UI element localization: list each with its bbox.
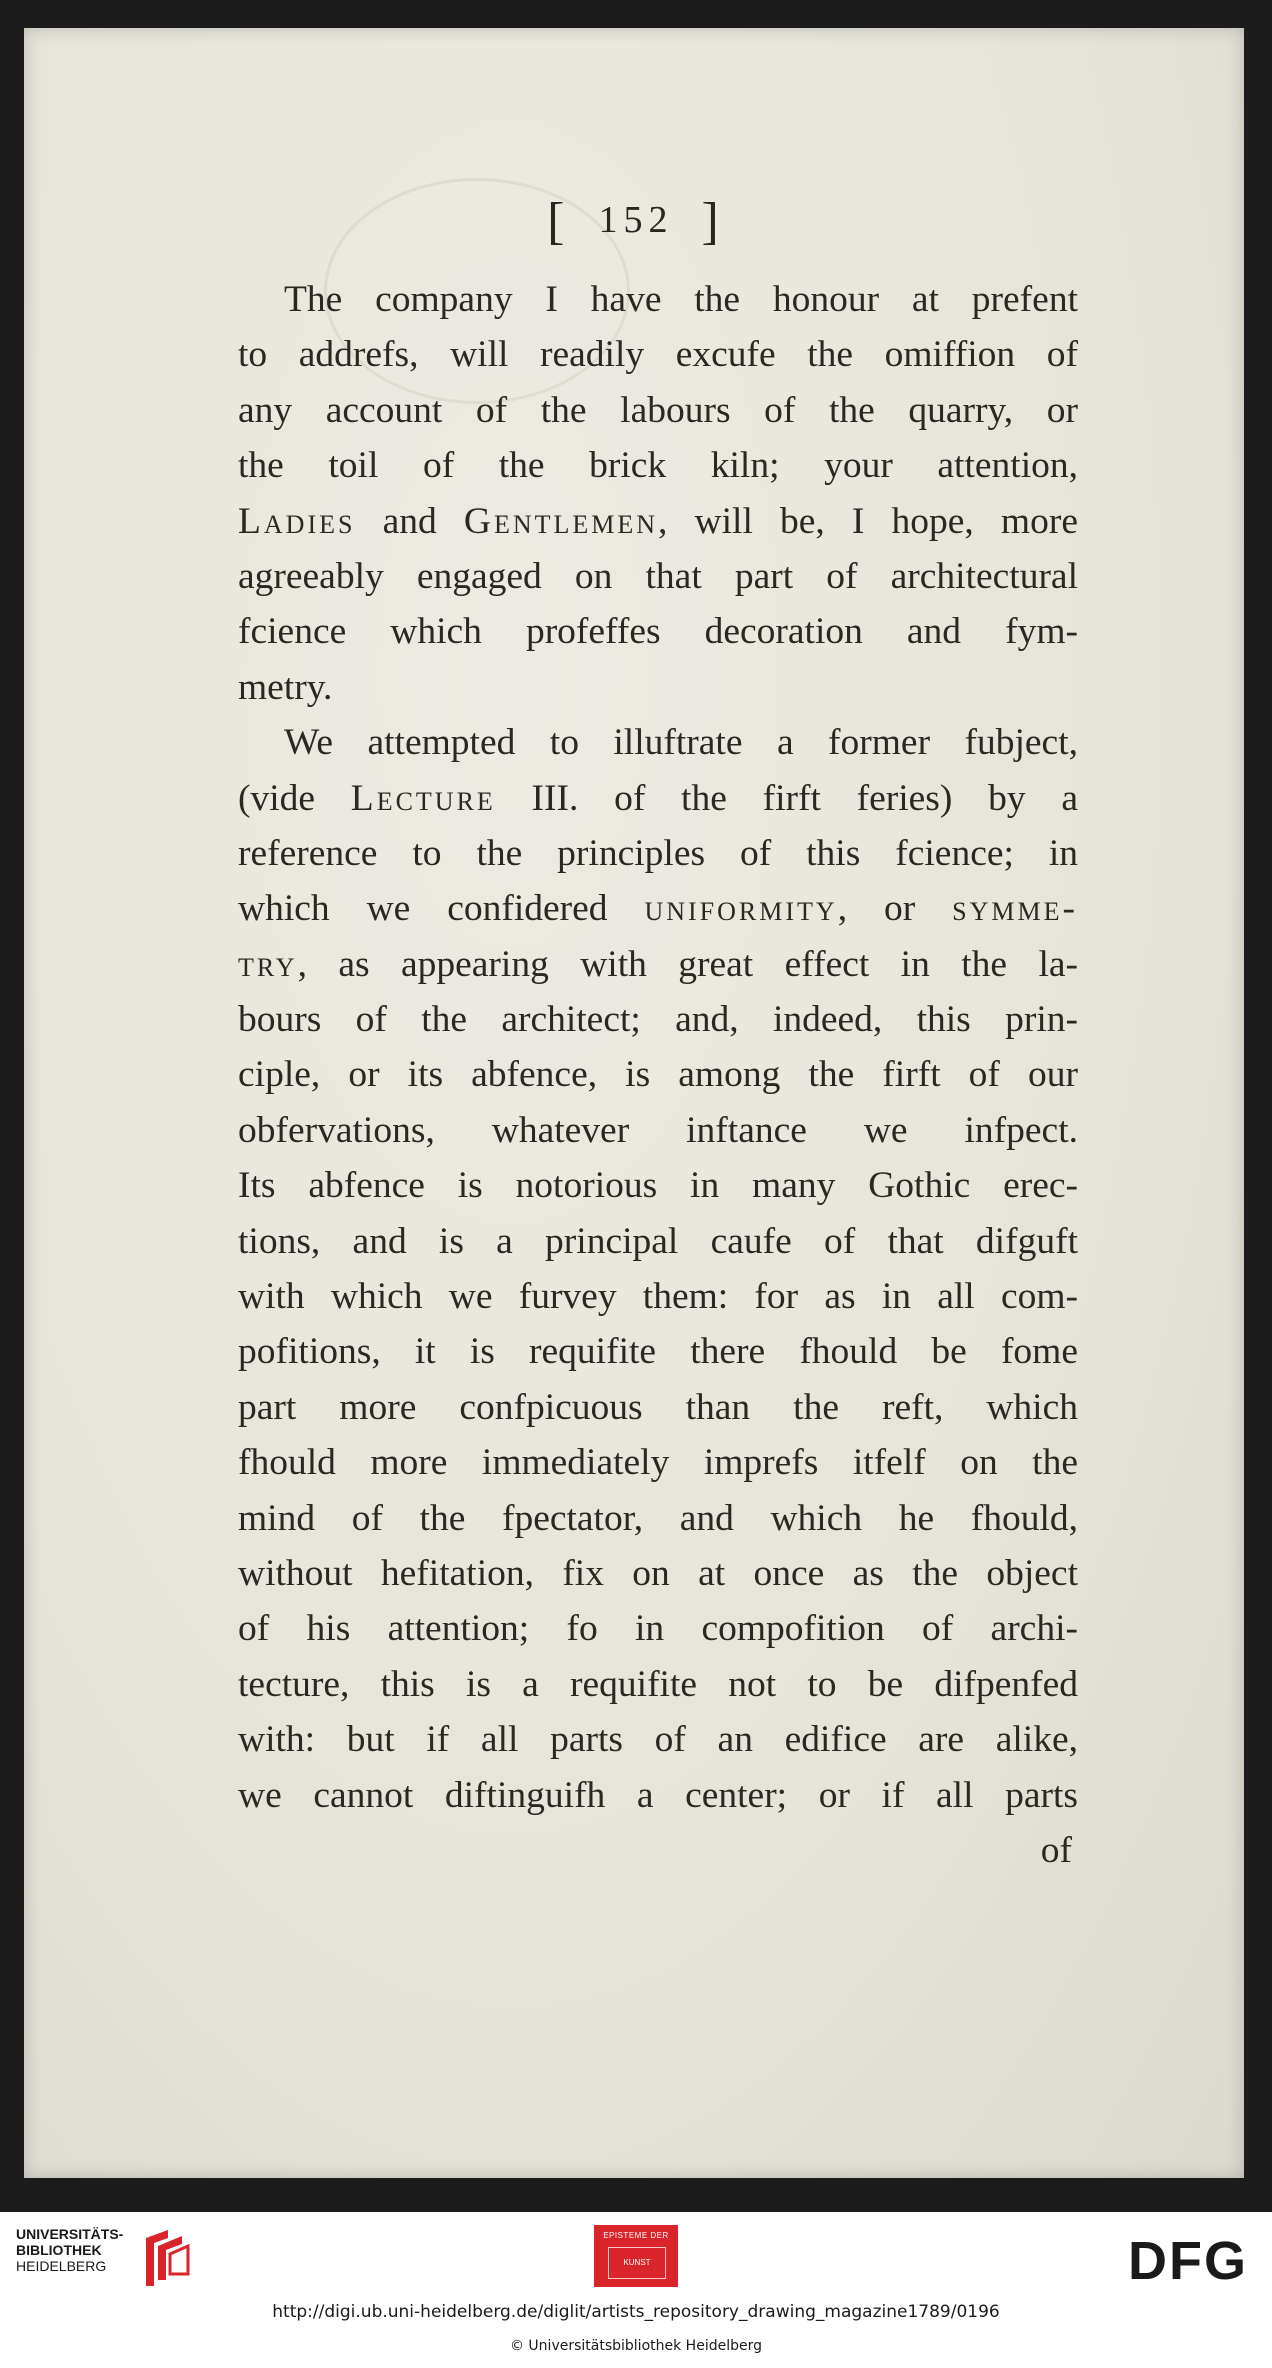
text-line: mind of the fpectator, and which he fhould, (238, 1497, 1078, 1539)
catchword: of (1040, 1829, 1072, 1871)
text-line: We attempted to illuftrate a former fubject, (284, 722, 1078, 764)
text-line: metry. (238, 666, 333, 708)
text-fragment: , or (837, 888, 953, 930)
small-caps-ladies: Ladies (238, 500, 356, 542)
copyright-notice: © Universitätsbibliothek Heidelberg (509, 2338, 762, 2354)
episteme-logo-frame (608, 2247, 666, 2279)
episteme-logo-text: EPISTEME DER (603, 2231, 669, 2240)
permalink-url[interactable]: http://digi.ub.uni-heidelberg.de/diglit/artists_repository_drawing_magazine1789/0196 (272, 2302, 1000, 2322)
university-library-logo[interactable] (16, 2226, 186, 2296)
text-line: any account of the labours of the quarry, or (238, 389, 1078, 431)
text-line: The company I have the honour at prefent (284, 279, 1078, 320)
text-line-lecture (238, 771, 1078, 826)
text-line: we cannot diftinguifh a center; or if all parts (238, 1774, 1078, 1816)
text-line-ladies (238, 494, 1078, 549)
text-line-uniformity (238, 881, 1078, 936)
library-name (16, 2226, 123, 2274)
page-number-value: 152 (598, 199, 674, 241)
small-caps-gentlemen: Gentlemen (463, 500, 659, 542)
small-caps-lecture: Lecture (350, 777, 496, 819)
library-line-2: BIBLIOTHEK (16, 2242, 102, 2258)
text-fragment: III. of the firft feries) by a (495, 777, 1078, 819)
text-line: part more confpicuous than the reft, which (238, 1386, 1078, 1428)
text-line: of his attention; fo in compofition of archi- (238, 1608, 1078, 1650)
library-mark-icon (138, 2228, 190, 2290)
library-line-1: UNIVERSITÄTS- (16, 2226, 124, 2242)
text-line: fhould more immediately imprefs itfelf on the (238, 1442, 1078, 1484)
text-line: ciple, or its abfence, is among the firft of our (238, 1054, 1078, 1096)
text-line: reference to the principles of this fcience; in (238, 832, 1078, 874)
text-line: to addrefs, will readily excufe the omiffion of (238, 334, 1078, 376)
bracket-close: ] (701, 193, 725, 250)
text-fragment: , will be, I hope, more (658, 500, 1078, 542)
text-fragment: (vide (238, 777, 351, 819)
text-fragment: which we confidered (238, 888, 645, 930)
small-caps-symmetry: symme- (952, 888, 1078, 930)
text-line: the toil of the brick kiln; your attention, (238, 445, 1078, 487)
text-line: Its abfence is notorious in many Gothic erec- (238, 1165, 1078, 1207)
text-fragment: and (355, 500, 464, 542)
small-caps-uniformity: uniformity (644, 888, 838, 930)
text-fragment: , as appearing with great effect in the la- (297, 943, 1078, 985)
text-line: pofitions, it is requifite there fhould be fome (238, 1331, 1078, 1373)
small-caps-try: try (238, 943, 298, 985)
bracket-open: [ (547, 193, 571, 250)
text-line: tecture, this is a requifite not to be difpenfed (238, 1663, 1078, 1705)
page-number (0, 192, 1272, 251)
episteme-logo-sub: KUNST (623, 2258, 651, 2267)
text-line: fcience which profeffes decoration and fym- (238, 611, 1078, 653)
text-line: with: but if all parts of an edifice are alike, (238, 1719, 1078, 1761)
text-line: agreeably engaged on that part of architectural (238, 555, 1078, 597)
episteme-logo[interactable] (594, 2225, 678, 2287)
text-line-try (238, 937, 1078, 992)
text-line: without hefitation, fix on at once as the object (238, 1552, 1078, 1594)
text-line: obfervations, whatever inftance we infpect. (238, 1109, 1078, 1151)
library-line-3: HEIDELBERG (16, 2258, 107, 2274)
text-line: bours of the architect; and, indeed, this prin- (238, 999, 1078, 1041)
dfg-logo[interactable]: DFG (1128, 2231, 1248, 2291)
text-line: with which we furvey them: for as in all com- (238, 1276, 1078, 1318)
text-line: tions, and is a principal caufe of that difguft (238, 1220, 1078, 1262)
body-text (238, 272, 1078, 1878)
